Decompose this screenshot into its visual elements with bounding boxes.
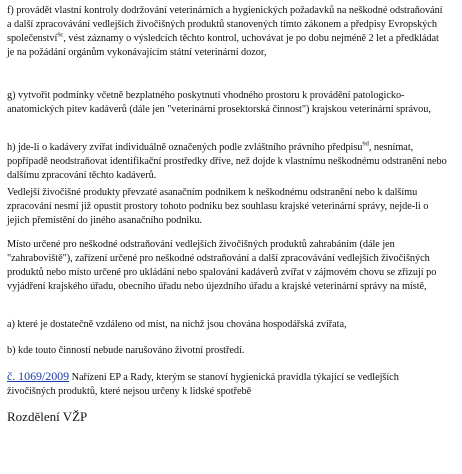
paragraph-b: b) kde touto činností nebude narušováno životní prostředí. bbox=[7, 345, 245, 356]
regulation-link[interactable]: č. 1069/2009 bbox=[7, 369, 70, 383]
paragraph-h-text: h) jde-li o kadávery zvířat individuálně označených podle zvláštního právního předpisu bbox=[7, 142, 363, 153]
paragraph-asanace: Vedlejší živočišné produkty převzaté asanačním podnikem k neškodnému odstranění nebo k dalšímu zpracování nesmí již opustit prostory tohoto podniku bez souhlasu krajské veterinární správy, nejde-li o jejich přemístění do jiného asanačního podniku. bbox=[7, 187, 429, 226]
footnote-ref-9d[interactable]: 9d bbox=[362, 140, 369, 148]
paragraph-f-text-continued: , vést záznamy o výsledcích těchto kontrol, uchovávat je po dobu nejméně 2 let a předkládat je na požádání orgánům vykonávajícím státní veterinární dozor, bbox=[7, 33, 439, 58]
paragraph-g: g) vytvořit podmínky včetně bezplatného poskytnutí vhodného prostoru k provádění patologicko-anatomických pitev kadáverů (dále jen "veterinární prosektorská činnost") krajskou veterinární správou, bbox=[7, 90, 431, 115]
paragraph-misto: Místo určené pro neškodné odstraňování vedlejších živočišných produktů zahrabáním (dále jen "zahraboviště"), zařízení určené pro neškodné odstraňování a další zpracovávání vedlejších živočišných produktů nebo místo určené pro ukládání nebo spalování kadáverů zvířat v zájmovém chovu se zřizují po vyjádření krajského úřadu, obecního úřadu nebo újezdního úřadu a krajské veterinární správy na místě, bbox=[7, 239, 437, 292]
paragraph-h bbox=[7, 141, 447, 183]
paragraph-h-text-continued: , nesnímat, popřípadě neodstraňovat identifikační prostředky dříve, než dojde k vlastnímu neškodnému odstranění nebo dalšímu zpracování těchto kadáverů. bbox=[7, 142, 447, 181]
paragraph-f bbox=[7, 4, 447, 60]
footnote-ref-9c[interactable]: 9c bbox=[57, 31, 64, 39]
section-heading: Rozdělení VŽP bbox=[7, 409, 88, 424]
regulation-description: Nařízení EP a Rady, kterým se stanoví hygienická pravidla týkající se vedlejších živočišných produktů, které nejsou určeny k lidské spotřebě bbox=[7, 372, 399, 397]
paragraph-a: a) které je dostatečně vzdáleno od míst, na nichž jsou chována hospodářská zvířata, bbox=[7, 319, 347, 330]
paragraph-narizeni bbox=[7, 369, 447, 399]
paragraph-f-text: f) provádět vlastní kontroly dodržování veterinárních a hygienických požadavků na neškodné odstraňování a další zpracovávání vedlejších živočišných produktů stanovených tímto zákonem a předpisy Evropských společenství bbox=[7, 5, 443, 44]
